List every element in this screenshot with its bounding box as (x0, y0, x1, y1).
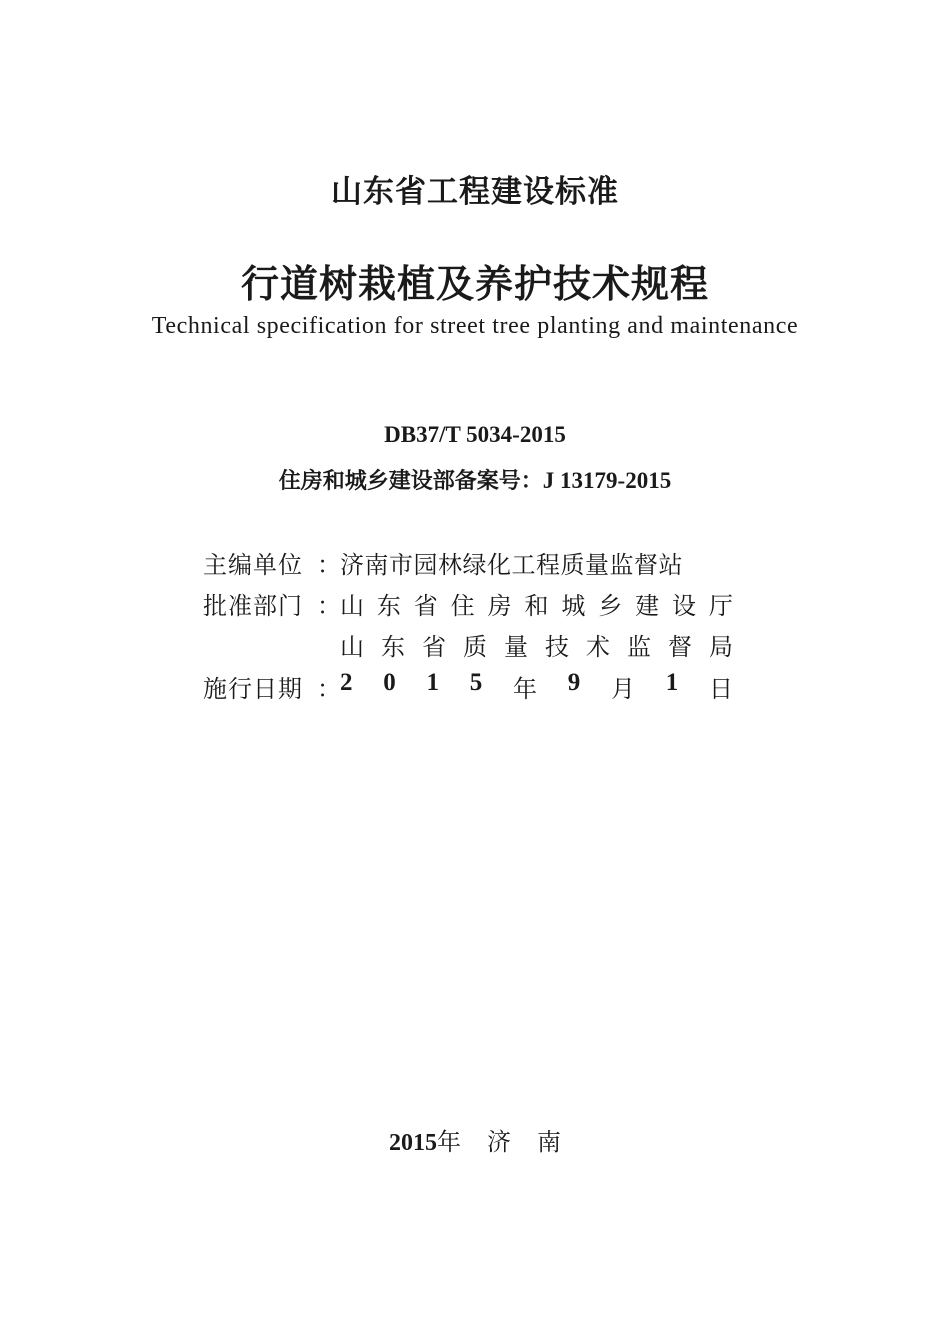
date-digit: 2 (340, 669, 353, 696)
document-title-chinese: 行道树栽植及养护技术规程 (240, 261, 709, 306)
effective-date-value (340, 669, 733, 704)
approval-char: 量 (504, 633, 528, 661)
approval-char: 监 (627, 633, 651, 661)
approval-char: 山 (340, 592, 364, 620)
approval-char: 技 (545, 633, 569, 661)
standard-number: DB37/T 5034-2015 (384, 422, 566, 447)
publication-footer (0, 1122, 950, 1157)
approval-char: 局 (709, 633, 733, 661)
publication-city-char-2: 南 (537, 1128, 561, 1156)
editor-value (340, 545, 733, 580)
approval-char: 城 (561, 592, 586, 620)
publication-year-char: 年 (437, 1128, 461, 1156)
editor-colon: ： (317, 551, 341, 579)
date-unit: 年 (513, 675, 537, 703)
date-digit: 0 (383, 669, 396, 696)
approval-row-2 (203, 627, 733, 661)
approval-label: 批准部门 (203, 592, 303, 620)
effective-date-colon: ： (317, 675, 341, 703)
effective-date-label: 施行日期 (203, 675, 303, 703)
approval-row (203, 586, 733, 620)
editor-row (203, 545, 733, 579)
approval-char: 东 (381, 633, 405, 661)
date-digit: 9 (567, 669, 581, 696)
approval-char: 设 (672, 592, 697, 620)
approval-value-2 (340, 627, 733, 662)
approval-char: 和 (524, 592, 549, 620)
editor-organization: 济南市园林绿化工程质量监督站 (340, 551, 683, 579)
record-number-line (0, 464, 950, 495)
editor-label: 主编单位 (203, 551, 303, 579)
date-digit: 1 (665, 669, 679, 696)
approval-char: 质 (463, 633, 487, 661)
approval-char: 住 (450, 592, 475, 620)
approval-char: 省 (422, 633, 446, 661)
record-label: 住房和城乡建设部备案号： (278, 469, 543, 494)
approval-char: 厅 (708, 592, 733, 620)
document-title-english: Technical specification for street tree planting and maintenance (151, 313, 799, 339)
approval-char: 建 (635, 592, 660, 620)
approval-char: 术 (586, 633, 610, 661)
date-digit: 5 (469, 669, 483, 696)
approval-char: 省 (413, 592, 438, 620)
approval-char: 乡 (598, 592, 623, 620)
date-unit: 月 (611, 675, 635, 703)
approval-char: 东 (376, 592, 401, 620)
publication-city-char-1: 济 (487, 1128, 511, 1156)
publication-year: 2015 (389, 1130, 437, 1156)
effective-date-row (203, 669, 733, 703)
date-unit: 日 (709, 675, 733, 703)
approval-value-1 (340, 586, 733, 621)
approval-char: 房 (487, 592, 512, 620)
standard-series: 山东省工程建设标准 (331, 174, 619, 210)
approval-colon: ： (317, 592, 341, 620)
record-number: J 13179-2015 (542, 468, 672, 493)
approval-char: 督 (668, 633, 692, 661)
date-digit: 1 (426, 669, 439, 696)
approval-char: 山 (340, 633, 364, 661)
